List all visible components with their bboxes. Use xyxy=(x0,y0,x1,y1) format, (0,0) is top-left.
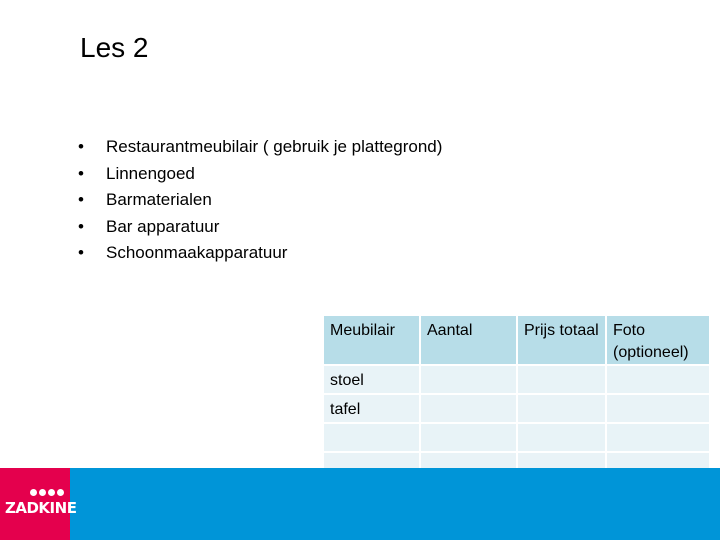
bullet-text: Linnengoed xyxy=(106,163,195,183)
table-cell xyxy=(606,423,710,452)
table-cell: tafel xyxy=(323,394,420,423)
table-row xyxy=(323,423,710,452)
table-cell xyxy=(517,365,606,394)
bullet-item xyxy=(78,161,442,188)
logo-wordmark: ZADKINE xyxy=(5,499,77,517)
header-foto: Foto (optioneel) xyxy=(606,315,710,365)
footer-band xyxy=(70,468,720,540)
bullet-dot: • xyxy=(78,216,84,236)
bullet-text: Restaurantmeubilair ( gebruik je plattegrond) xyxy=(106,137,443,156)
bullet-text: Schoonmaakapparatuur xyxy=(106,243,288,262)
header-meubilair: Meubilair xyxy=(323,315,420,365)
bullet-item xyxy=(78,214,442,241)
table-cell xyxy=(420,394,517,423)
table-header-row xyxy=(323,315,710,365)
bullet-item xyxy=(78,240,442,267)
zadkine-logo xyxy=(0,468,77,540)
four-dots-icon xyxy=(30,489,64,496)
bullet-item xyxy=(78,134,442,161)
bullet-dot: • xyxy=(78,163,84,183)
bullet-item xyxy=(78,187,442,214)
table-row xyxy=(323,394,710,423)
bullet-dot: • xyxy=(78,137,84,156)
bullet-list xyxy=(78,134,442,267)
table-cell xyxy=(420,365,517,394)
bullet-text: Barmaterialen xyxy=(106,190,212,209)
table-cell xyxy=(420,423,517,452)
header-prijs-totaal: Prijs totaal xyxy=(517,315,606,365)
table-cell xyxy=(517,423,606,452)
table-cell xyxy=(606,365,710,394)
header-aantal: Aantal xyxy=(420,315,517,365)
table-cell: stoel xyxy=(323,365,420,394)
table-cell xyxy=(323,423,420,452)
bullet-dot: • xyxy=(78,243,84,262)
table-row xyxy=(323,365,710,394)
bullet-text: Bar apparatuur xyxy=(106,216,220,236)
bullet-dot: • xyxy=(78,190,84,209)
table-cell xyxy=(517,394,606,423)
table-cell xyxy=(606,394,710,423)
slide-title: Les 2 xyxy=(80,32,149,63)
